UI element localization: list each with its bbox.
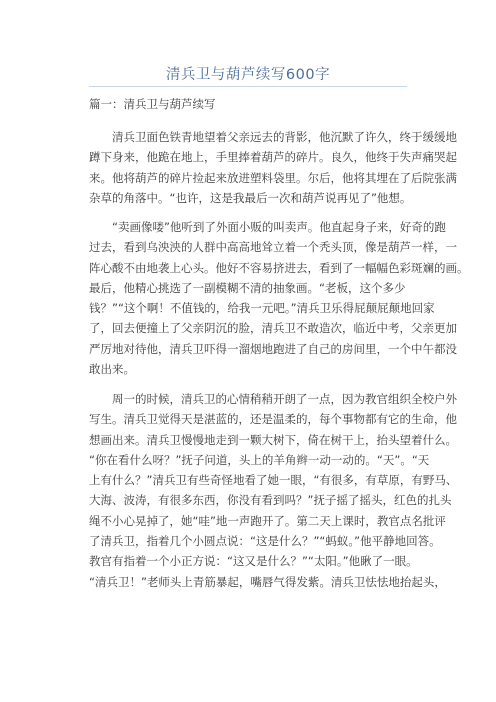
title-underline: [89, 86, 407, 87]
paragraph-line: 阵心酸不由地袭上心头。他好不容易挤进去，看到了一幅幅色彩斑斓的画。: [89, 260, 469, 275]
paragraph-line: “卖画像喽”他听到了外面小贩的叫卖声。他直起身子来，好奇的跑: [112, 220, 446, 234]
paragraph-line: 敢出来。: [89, 362, 135, 377]
section-heading: 篇一：清兵卫与葫芦续写: [89, 97, 216, 111]
paragraph-line: “清兵卫！”老师头上青筋暴起，嘴唇气得发紫。清兵卫怯怯地抬起头，: [89, 574, 446, 589]
paragraph-line: 杂草的角落中。“也许，这是我最后一次和葫芦说再见了”他想。: [89, 190, 412, 205]
paragraph-line: 想画出来。清兵卫慢慢地走到一颗大树下，倚在树干上，抬头望着什么。: [89, 432, 457, 447]
paragraph-line: 了，回去便撞上了父亲阴沉的脸，清兵卫不敢造次，临近中考，父亲更加: [89, 321, 457, 336]
paragraph-line: 最后，他精心挑选了一副模糊不清的抽象画。“老板，这个多少: [89, 280, 406, 295]
paragraph-2: [89, 217, 469, 379]
paragraph-line: 写生。清兵卫觉得天是湛蓝的，还是温柔的，每个事物都有它的生命，他: [89, 412, 457, 427]
paragraph-line: 钱？”“这个啊！不值钱的，给我一元吧。”清兵卫乐得屁颠屁颠地回家: [89, 301, 435, 316]
paragraph-line: 过去，看到乌泱泱的人群中高高地耸立着一个秃头顶，像是葫芦一样，一: [89, 240, 457, 255]
paragraph-line: 绳不小心晃掉了，她“哇”地一声跑开了。第二天上课时，教官点名批评: [89, 513, 446, 528]
paragraph-line: 周一的时候，清兵卫的心情稍稍开朗了一点，因为教官组织全校户外: [112, 392, 457, 406]
paragraph-line: 清兵卫面色铁青地望着父亲远去的背影，他沉默了许久，终于缓缓地: [112, 130, 457, 144]
paragraph-1: [89, 127, 457, 208]
paragraph-line: 蹲下身来，他跪在地上，手里捧着葫芦的碎片。良久，他终于失声痛哭起: [89, 150, 457, 165]
paragraph-line: 了清兵卫，指着几个小圆点说：“这是什么？”“蚂蚁。”他平静地回答。: [89, 534, 441, 549]
document-title: 清兵卫与葫芦续写600字: [165, 67, 331, 83]
paragraph-line: 教官有指着一个小正方说：“这又是什么？”“太阳。”他瞅了一眼。: [89, 554, 418, 569]
paragraph-line: 严厉地对待他，清兵卫吓得一溜烟地跑进了自己的房间里，一个中午都没: [89, 341, 457, 356]
paragraph-3: [89, 389, 458, 592]
paragraph-line: 大海、波涛，有很多东西，你没有看到吗？”抚子摇了摇头，红色的扎头: [89, 493, 452, 508]
paragraph-line: “你在看什么呀？”抚子问道，头上的羊角辫一动一动的。“天”。“天: [89, 452, 430, 467]
paragraph-line: 上有什么？”清兵卫有些奇怪地看了她一眼，“有很多，有草原，有野马、: [89, 473, 458, 488]
paragraph-line: 来。他将葫芦的碎片捡起来放进塑料袋里。尔后，他将其埋在了后院张满: [89, 170, 457, 185]
